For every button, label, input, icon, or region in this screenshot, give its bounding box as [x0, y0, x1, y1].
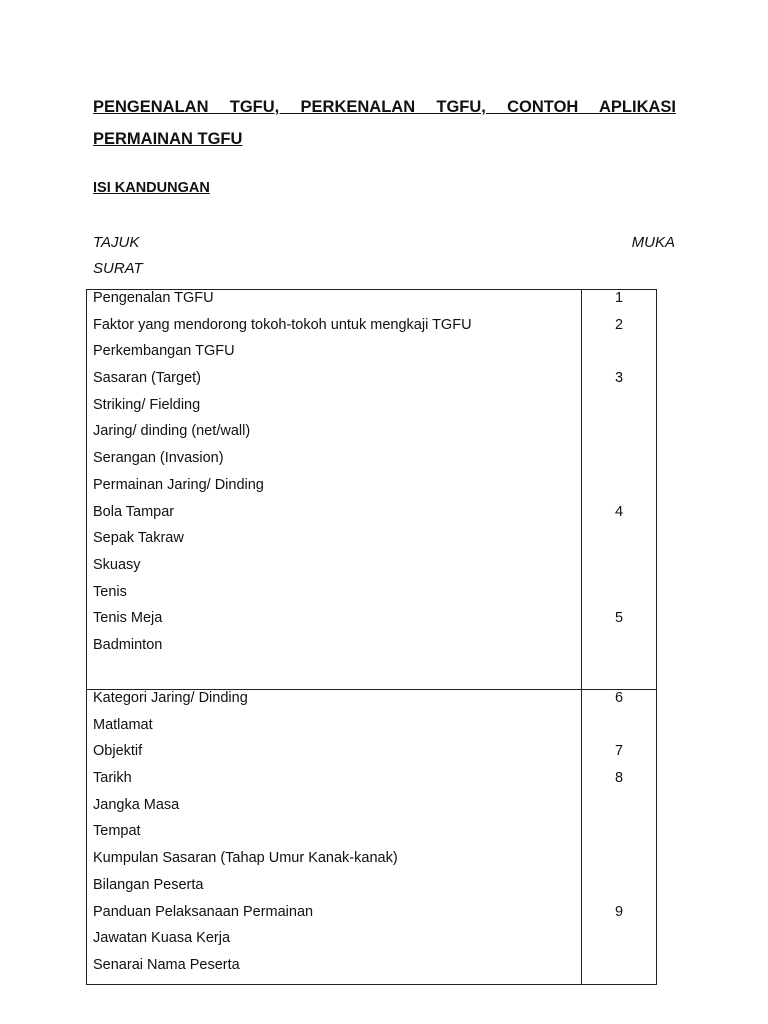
toc-row [87, 823, 656, 850]
toc-entry-title: Tenis [93, 583, 127, 600]
toc-entry-title: Faktor yang mendorong tokoh-tokoh untuk mengkaji TGFU [93, 316, 472, 333]
toc-entry-title: Kategori Jaring/ Dinding [93, 690, 248, 706]
column-label-tajuk: TAJUK [93, 234, 140, 251]
toc-row [87, 743, 656, 770]
toc-row [87, 770, 656, 797]
toc-entry-title: Kumpulan Sasaran (Tahap Umur Kanak-kanak) [93, 850, 398, 867]
toc-entry-title: Jaring/ dinding (net/wall) [93, 423, 251, 440]
toc-entry-page: 4 [614, 503, 624, 520]
toc-entry-page: 5 [614, 610, 624, 627]
toc-entry-page: 6 [614, 690, 624, 706]
toc-entry-page: 1 [614, 290, 624, 306]
toc-row [87, 850, 656, 877]
toc-entry-title: Sasaran (Target) [93, 370, 201, 387]
toc-entry-title: Jangka Masa [93, 796, 180, 813]
toc-row [87, 317, 656, 344]
toc-row [87, 397, 656, 424]
toc-row [87, 530, 656, 557]
toc-entry-title: Skuasy [93, 556, 141, 573]
toc-entry-title: Jawatan Kuasa Kerja [93, 930, 231, 947]
toc-row [87, 504, 656, 531]
column-label-muka: MUKA [631, 234, 675, 251]
toc-row [87, 290, 656, 317]
toc-row [87, 477, 656, 504]
document-title: PENGENALAN TGFU, PERKENALAN TGFU, CONTOH APLIKASI PERMAINAN TGFU [93, 98, 676, 148]
toc-entry-title: Tenis Meja [93, 610, 163, 627]
toc-table-section-2 [86, 689, 657, 985]
toc-entry-title: Striking/ Fielding [93, 396, 201, 413]
toc-row [87, 930, 656, 957]
toc-row [87, 877, 656, 904]
toc-entry-title: Pengenalan TGFU [93, 290, 214, 306]
toc-entry-title: Bola Tampar [93, 503, 175, 520]
toc-row [87, 717, 656, 744]
toc-entry-title: Senarai Nama Peserta [93, 956, 240, 973]
toc-row [87, 957, 656, 984]
toc-entry-page: 2 [614, 316, 624, 333]
toc-heading: ISI KANDUNGAN [93, 180, 210, 196]
toc-row [87, 423, 656, 450]
toc-row [87, 904, 656, 931]
toc-table-section-1 [86, 289, 657, 690]
toc-entry-title: Permainan Jaring/ Dinding [93, 476, 264, 493]
toc-row [87, 343, 656, 370]
toc-row [87, 370, 656, 397]
toc-entry-page: 8 [614, 770, 624, 787]
toc-entry-title: Perkembangan TGFU [93, 343, 235, 360]
toc-entry-title: Serangan (Invasion) [93, 450, 224, 467]
toc-entry-title: Bilangan Peserta [93, 876, 204, 893]
toc-row [87, 637, 656, 664]
column-label-surat: SURAT [93, 260, 143, 277]
toc-row [87, 797, 656, 824]
toc-entry-page: 3 [614, 370, 624, 387]
toc-entry-title: Tempat [93, 823, 141, 840]
toc-entry-title: Tarikh [93, 770, 132, 787]
toc-row [87, 690, 656, 717]
toc-entry-page: 9 [614, 903, 624, 920]
toc-entry-title: Panduan Pelaksanaan Permainan [93, 903, 314, 920]
toc-row [87, 450, 656, 477]
toc-row [87, 584, 656, 611]
toc-row [87, 610, 656, 637]
toc-entry-page: 7 [614, 743, 624, 760]
toc-row [87, 557, 656, 584]
toc-entry-title: Matlamat [93, 716, 153, 733]
toc-entry-title: Badminton [93, 636, 163, 653]
toc-entry-title: Objektif [93, 743, 143, 760]
toc-entry-title: Sepak Takraw [93, 530, 184, 547]
